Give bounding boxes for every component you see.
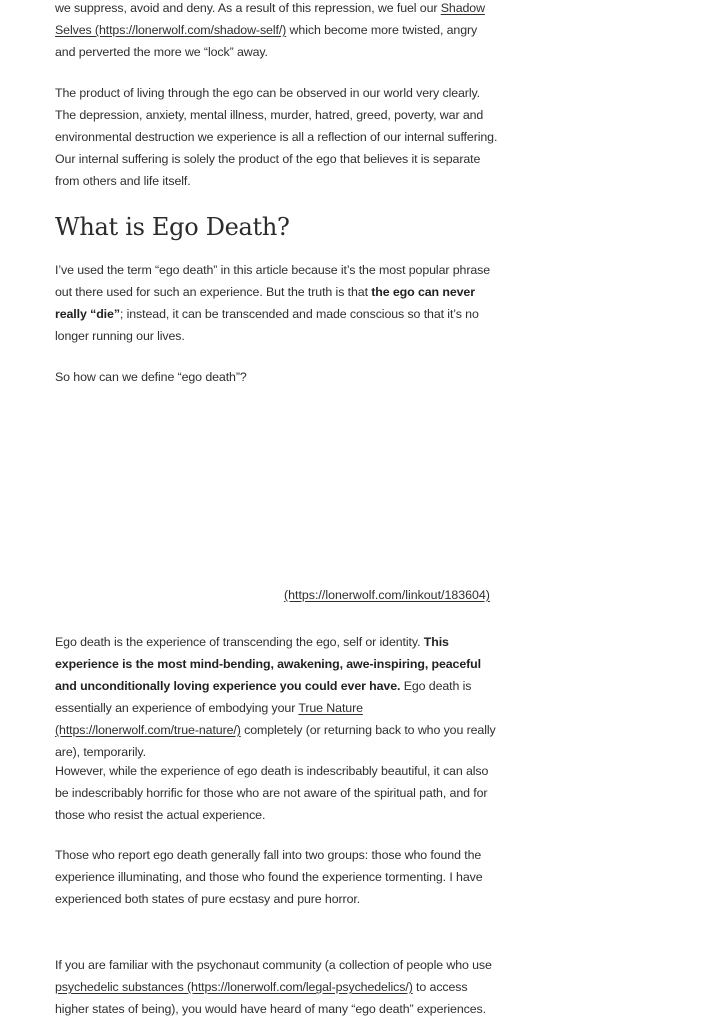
paragraph-shadow-selves <box>55 0 500 63</box>
bold-text: the ego can never really “die” <box>55 285 475 321</box>
paragraph-text: to access higher states of being), you would have heard of many “ego death” experiences. <box>55 980 486 1016</box>
paragraph-psychonaut <box>55 954 500 1020</box>
paragraph-text: Ego death is essentially an experience of embodying your <box>55 679 472 715</box>
section-heading: What is Ego Death? <box>55 213 290 241</box>
paragraph-text: completely (or returning back to who you really are), temporarily. <box>55 723 496 759</box>
true-nature-link[interactable]: True Nature (https://lonerwolf.com/true-nature/) <box>55 701 363 737</box>
paragraph-text: we suppress, avoid and deny. As a result of this repression, we fuel our <box>55 1 441 15</box>
paragraph-define-question: So how can we define “ego death”? <box>55 370 247 384</box>
bold-text: This experience is the most mind-bending, awakening, awe-inspiring, peaceful and unconditionally loving experience you could ever have. <box>55 635 481 693</box>
paragraph-two-groups: Those who report ego death generally fall into two groups: those who found the experience illuminating, and those who found the experience tormenting. I have experienced both states of pure ecstasy and pure horror. <box>55 848 483 906</box>
paragraph-text: which become more twisted, angry and perverted the more we “lock” away. <box>55 23 478 59</box>
paragraph-ego-world: The product of living through the ego can be observed in our world very clearly. The depression, anxiety, mental illness, murder, hatred, greed, poverty, war and environmental destruction we experience is all a reflection of our internal suffering. Our internal suffering is solely the product of the ego that believes it is separate from others and life itself. <box>55 86 498 188</box>
paragraph-beautiful-horrific: However, while the experience of ego death is indescribably beautiful, it can also be indescribably horrific for those who are not aware of the spiritual path, and for those who resist the actual experience. <box>55 764 489 822</box>
paragraph-text: Ego death is the experience of transcending the ego, self or identity. <box>55 635 424 649</box>
embedded-media-placeholder <box>55 400 500 580</box>
linkout-link[interactable]: (https://lonerwolf.com/linkout/183604) <box>284 588 490 602</box>
linkout-container <box>284 584 490 606</box>
paragraph-text: ; instead, it can be transcended and made conscious so that it’s no longer running our lives. <box>55 307 479 343</box>
paragraph-ego-death-definition <box>55 631 500 763</box>
paragraph-text: I’ve used the term “ego death” in this article because it’s the most popular phrase out there used for such an experience. But the truth is that <box>55 263 491 299</box>
psychedelic-substances-link[interactable]: psychedelic substances (https://lonerwolf.com/legal-psychedelics/) <box>55 980 413 994</box>
paragraph-text: If you are familiar with the psychonaut community (a collection of people who use <box>55 958 492 972</box>
paragraph-ego-death-term <box>55 259 500 347</box>
shadow-self-link[interactable]: Shadow Selves (https://lonerwolf.com/shadow-self/) <box>55 1 485 37</box>
